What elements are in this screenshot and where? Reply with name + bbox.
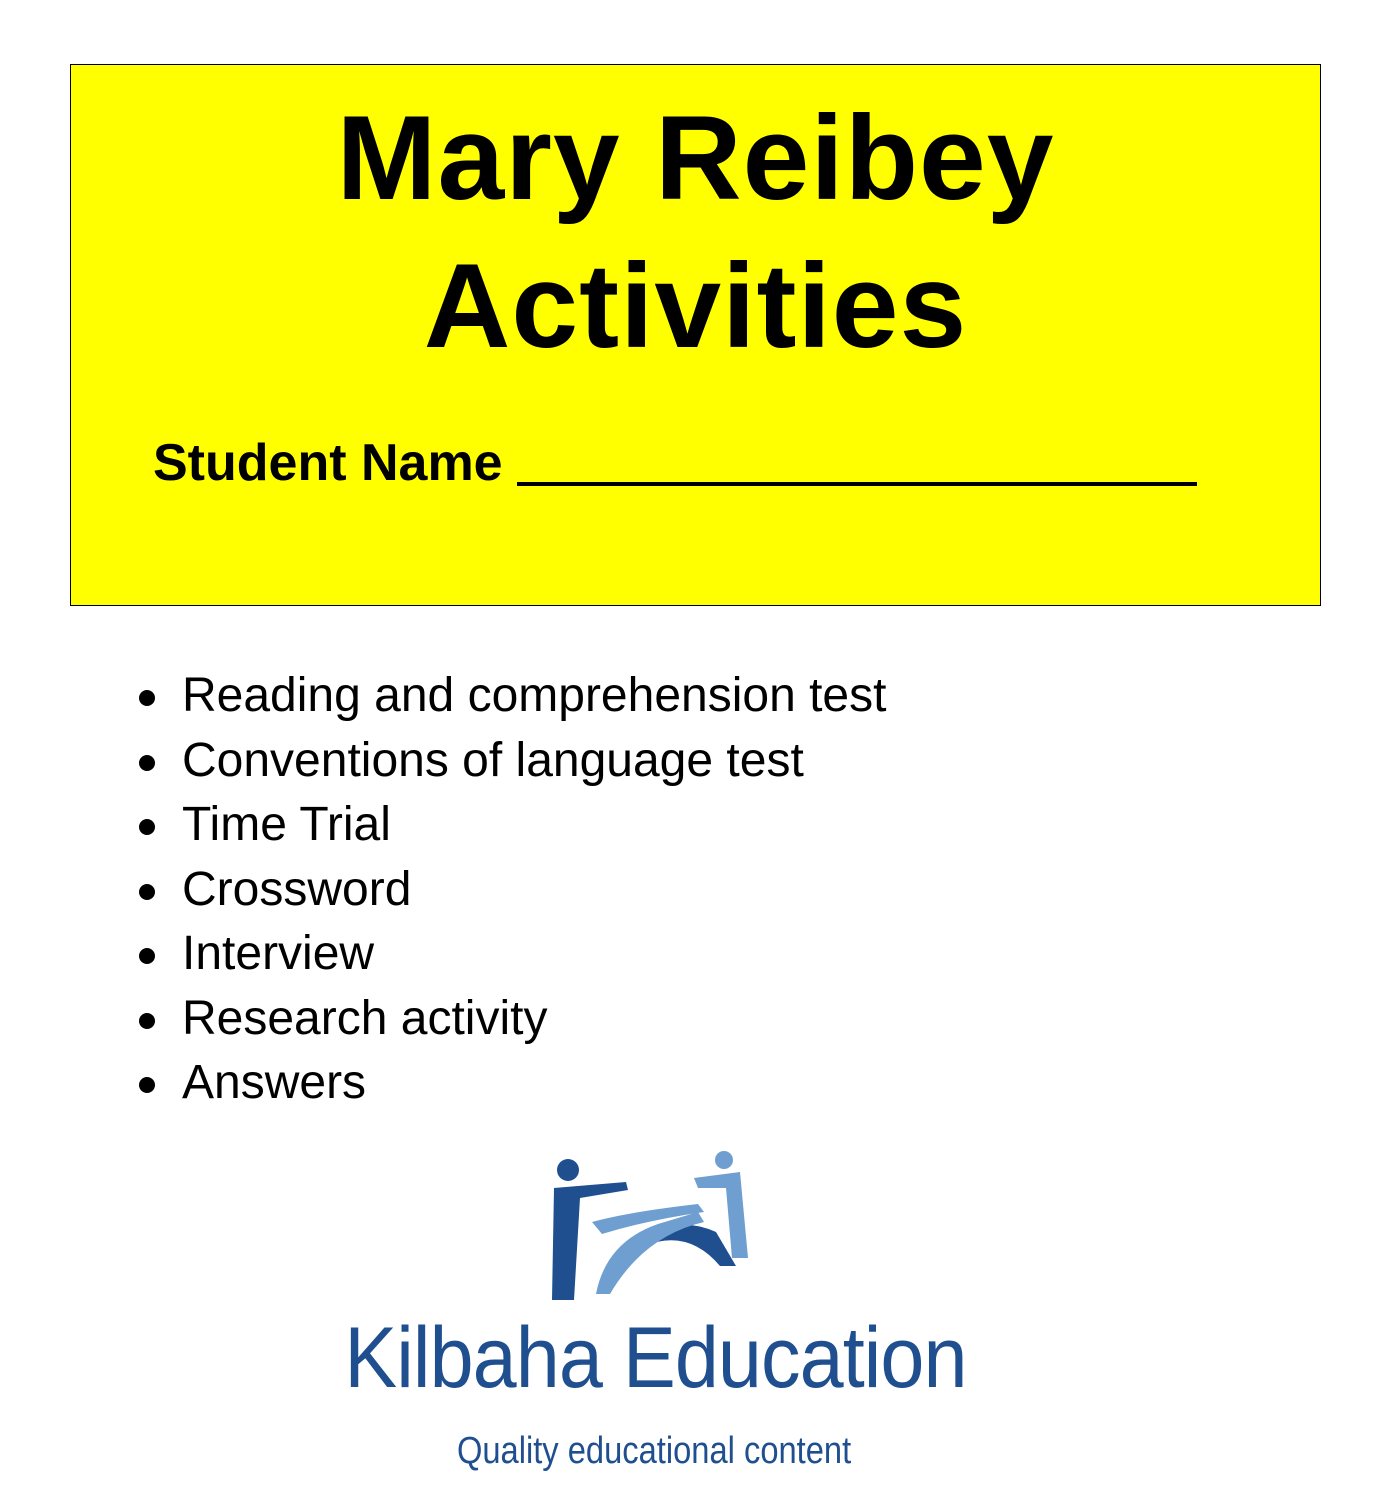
bullet-icon [139, 690, 155, 706]
title-line-1: Mary Reibey [336, 91, 1055, 225]
brand-name: Kilbaha Education [344, 1310, 967, 1406]
bullet-icon [139, 884, 155, 900]
activity-label: Conventions of language test [182, 733, 804, 787]
activity-label: Research activity [182, 991, 548, 1045]
title-line-2: Activities [423, 239, 968, 373]
activity-label: Reading and comprehension test [182, 669, 887, 722]
bullet-icon [139, 819, 155, 835]
student-name-blank-line [517, 482, 1197, 486]
bullet-icon [139, 1013, 155, 1029]
activity-label: Crossword [182, 862, 412, 916]
bullet-icon [139, 948, 155, 964]
activity-label: Time Trial [182, 798, 391, 851]
student-name-label: Student Name [153, 434, 503, 492]
activity-label: Interview [182, 927, 375, 980]
two-figures-arch-logo-icon [548, 1148, 758, 1304]
student-name-field [153, 433, 1197, 493]
bullet-icon [139, 1077, 155, 1093]
bullet-icon [139, 755, 155, 771]
title-box [70, 64, 1321, 606]
activity-label: Answers [182, 1056, 367, 1109]
logo-left-head [557, 1159, 579, 1181]
brand-tagline: Quality educational content [456, 1430, 852, 1472]
logo-right-head [715, 1151, 733, 1169]
